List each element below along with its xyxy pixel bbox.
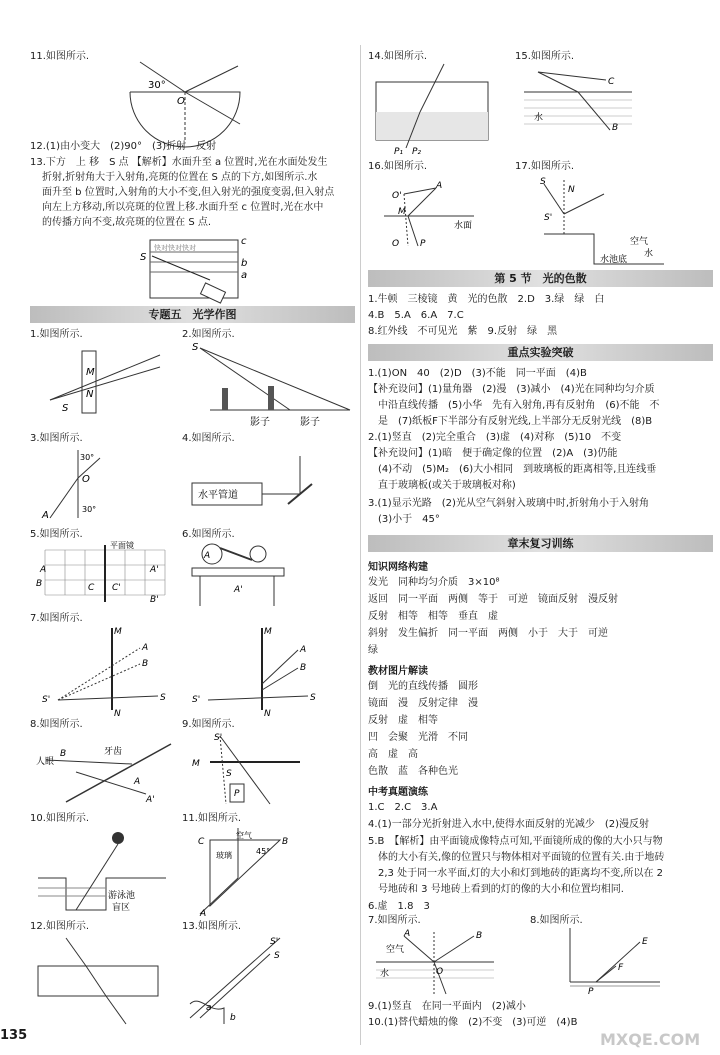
- fig7b-S-prime: S': [192, 695, 201, 705]
- fig3-caption: 3.如图所示.: [30, 433, 83, 444]
- q7-figure: [374, 928, 504, 998]
- fig7b: [190, 624, 320, 719]
- section5-title: 第 5 节 光的色散: [368, 270, 713, 287]
- tail-line-1: 9.(1)竖直 在同一平面内 (2)减小: [368, 1001, 526, 1012]
- q11-angle: 30°: [148, 80, 166, 91]
- sec5-line-2: 4.B 5.A 6.A 7.C: [368, 310, 464, 321]
- q8-figure: [560, 926, 670, 998]
- fig17-N: N: [568, 185, 575, 195]
- fig15-C: C: [608, 77, 615, 87]
- q12-answer: 12.(1)由小变大 (2)90° (3)折射 反射: [30, 141, 217, 152]
- zk-line-2: 4.(1)一部分光折射进入水中,使得水面反射的光减少 (2)漫反射: [368, 819, 650, 830]
- fig16-O: O: [392, 239, 400, 249]
- fig7a-A: A: [142, 643, 149, 653]
- fig12-caption: 12.如图所示.: [30, 921, 90, 932]
- fig8-A: A: [134, 777, 141, 787]
- q13-line-3: 面升至 b 位置时,入射角的大小不变,但入射光的强度变弱,但入射点: [42, 187, 335, 198]
- fig6-A: A: [204, 551, 211, 561]
- fig4-caption: 4.如图所示.: [182, 433, 235, 444]
- fig2-caption: 2.如图所示.: [182, 329, 235, 340]
- kn-line-1: 发光 同种均匀介质 3×10⁸: [368, 577, 500, 588]
- tb-line-1: 倒 光的直线传播 圆形: [368, 681, 478, 692]
- fig9-caption: 9.如图所示.: [182, 719, 235, 730]
- fig7b-N: N: [264, 709, 271, 719]
- exp-line-10: (3)小于 45°: [378, 514, 440, 525]
- q7-fig-caption: 7.如图所示.: [368, 915, 421, 926]
- fig6: [190, 540, 290, 610]
- fig11-C: C: [198, 837, 205, 847]
- fig7b-A: A: [300, 645, 307, 655]
- zk-line-7: 6.虚 1.8 3: [368, 901, 430, 912]
- fig15-caption: 15.如图所示.: [515, 51, 575, 62]
- fig5: [36, 540, 170, 610]
- fig11: [190, 828, 300, 919]
- exp-line-2: 【补充设问】(1)量角器 (2)漫 (3)减小 (4)光在同种均匀介质: [368, 384, 655, 395]
- fig15-B: B: [612, 123, 619, 133]
- fig11-angle: 45°: [256, 847, 271, 856]
- fig15-water: 水: [534, 113, 544, 123]
- fig7a-caption: 7.如图所示.: [30, 613, 83, 624]
- fig7a-S: S: [160, 693, 166, 703]
- fig10-pool: 游泳池: [108, 891, 136, 901]
- fig8: [36, 732, 176, 812]
- q8-F: F: [618, 963, 624, 973]
- fig13-b: b: [230, 1013, 236, 1023]
- fig4: [190, 448, 340, 520]
- fig16-A: A: [436, 181, 443, 191]
- fig17-S-prime: S': [544, 213, 553, 223]
- fig14: [374, 62, 494, 157]
- experiment-title: 重点实验突破: [368, 344, 713, 361]
- fig16-P: P: [420, 239, 426, 249]
- fig1-S: S: [62, 403, 69, 414]
- exp-line-7: (4)不动 (5)M₂ (6)大小相同 到玻璃板的距离相等,且连线垂: [378, 464, 657, 475]
- q13-figure: [140, 232, 250, 304]
- q7-air: 空气: [386, 945, 405, 955]
- q11-figure: [120, 62, 250, 140]
- zk-line-5: 2,3 处于同一水平面,灯的大小和灯到地砖的距离均不变,所以在 2: [378, 868, 663, 879]
- q13-label-b: b: [241, 258, 248, 269]
- fig9-P: P: [234, 789, 240, 799]
- review-title: 章末复习训练: [368, 535, 713, 552]
- q13-line-1: 13.下方 上 移 S 点 【解析】水面升至 a 位置时,光在水面处发生: [30, 157, 328, 168]
- fig1-caption: 1.如图所示.: [30, 329, 83, 340]
- exp-line-5: 2.(1)竖直 (2)完全重合 (3)虚 (4)对称 (5)10 不变: [368, 432, 622, 443]
- fig2-shadow-2: 影子: [300, 417, 320, 428]
- fig2-S: S: [192, 342, 199, 353]
- fig16: [374, 174, 504, 254]
- fig5-mirror: 平面镜: [110, 541, 134, 550]
- textbook-figures-title: 教材图片解读: [368, 666, 428, 677]
- q13-label-c: c: [241, 236, 247, 247]
- tb-line-3: 反射 虚 相等: [368, 715, 438, 726]
- fig5-caption: 5.如图所示.: [30, 529, 83, 540]
- fig7b-S: S: [310, 693, 316, 703]
- fig13-S-prime: S': [270, 937, 279, 947]
- fig7b-B: B: [300, 663, 307, 673]
- fig5-C-prime: C': [112, 583, 121, 593]
- fig1-M: M: [86, 367, 95, 378]
- fig13-S: S: [274, 951, 280, 961]
- fig7a-S-prime: S': [42, 695, 51, 705]
- exam-questions-title: 中考真题演练: [368, 787, 428, 798]
- fig3-O: O: [82, 474, 90, 485]
- tb-line-2: 镜面 漫 反射定律 漫: [368, 698, 478, 709]
- fig3-A: A: [42, 510, 49, 521]
- fig17-water: 水: [644, 249, 654, 259]
- q11-point: O: [177, 96, 185, 107]
- fig7a-N: N: [114, 709, 121, 719]
- exp-line-3: 中沿直线传播 (5)小华 先有入射角,再有反射角 (6)不能 不: [378, 400, 660, 411]
- fig13-caption: 13.如图所示.: [182, 921, 242, 932]
- fig4-pipe: 水平管道: [198, 490, 238, 501]
- exp-line-8: 直于玻璃板(或关于玻璃板对称): [378, 480, 516, 491]
- fig8-teeth: 牙齿: [104, 747, 123, 757]
- fig7b-M: M: [264, 627, 272, 637]
- fig2: [190, 340, 355, 430]
- fig9-S: S: [226, 769, 232, 779]
- fig7a-M: M: [114, 627, 122, 637]
- exp-line-1: 1.(1)ON 40 (2)D (3)不能 同一平面 (4)B: [368, 368, 587, 379]
- q8-E: E: [642, 937, 648, 947]
- fig13-a: a: [206, 1003, 212, 1013]
- fig14-P1: P₁: [394, 147, 404, 157]
- fig16-caption: 16.如图所示.: [368, 161, 428, 172]
- q13-line-2: 折射,折射角大于入射角,亮斑的位置在 S 点的下方,如图所示.水: [42, 172, 318, 183]
- q8-P: P: [588, 987, 594, 997]
- fig6-A-prime: A': [234, 585, 243, 595]
- fig7a: [40, 624, 170, 719]
- tb-line-6: 色散 蓝 各种色光: [368, 766, 458, 777]
- fig1-N: N: [86, 389, 94, 400]
- fig5-A-prime: A': [150, 565, 159, 575]
- q13-line-5: 的传播方向不变,故亮斑的位置在 S 点.: [42, 217, 212, 228]
- fig14-P2: P₂: [412, 147, 422, 157]
- fig10-blind: 盲区: [112, 903, 131, 913]
- fig15: [522, 62, 642, 147]
- fig12: [36, 934, 166, 1024]
- column-divider: [360, 45, 361, 1045]
- fig5-C: C: [88, 583, 95, 593]
- fig8-B: B: [60, 749, 67, 759]
- fig11-glass: 玻璃: [216, 851, 232, 860]
- q7-water: 水: [380, 969, 390, 979]
- q13-line-4: 向左上方移动,所以亮斑的位置上移.水面升至 c 位置时,光在水中: [42, 202, 324, 213]
- zk-line-6: 号地砖和 3 号地砖上看到的灯的像的大小和位置均相同.: [378, 884, 624, 895]
- fig13: [190, 934, 300, 1024]
- kn-line-4: 斜射 发生偏折 同一平面 两侧 小于 大于 可逆: [368, 628, 608, 639]
- fig11-B: B: [282, 837, 289, 847]
- fig17-S: S: [540, 177, 546, 187]
- fig8-caption: 8.如图所示.: [30, 719, 83, 730]
- fig5-B-prime: B': [150, 595, 159, 605]
- fig3-angle-bottom: 30°: [82, 505, 97, 514]
- fig9: [190, 732, 310, 812]
- fig3: [40, 448, 110, 520]
- exp-line-9: 3.(1)显示光路 (2)光从空气斜射入玻璃中时,折射角小于入射角: [368, 498, 650, 509]
- fig5-B: B: [36, 579, 43, 589]
- q13-note: 快对快对快对: [154, 244, 196, 252]
- page-number: 135: [0, 1028, 28, 1043]
- fig6-caption: 6.如图所示.: [182, 529, 235, 540]
- q7-A: A: [404, 929, 411, 939]
- fig17-bottom: 水池底: [600, 255, 628, 265]
- fig11-air: 空气: [236, 831, 252, 840]
- kn-line-3: 反射 相等 相等 垂直 虚: [368, 611, 498, 622]
- exp-line-4: 是 (7)纸板F下半部分有反射光线,上半部分无反射光线 (8)B: [378, 416, 653, 427]
- fig11-A: A: [200, 909, 207, 919]
- topic-title: 专题五 光学作图: [30, 306, 355, 323]
- fig16-M: M: [398, 207, 406, 217]
- fig8-A-prime: A': [146, 795, 155, 805]
- sec5-line-1: 1.牛顿 三棱镜 黄 光的色散 2.D 3.绿 绿 白: [368, 294, 605, 305]
- fig3-angle-top: 30°: [80, 453, 95, 462]
- fig17-air: 空气: [630, 237, 649, 247]
- fig17-caption: 17.如图所示.: [515, 161, 575, 172]
- fig16-surface: 水面: [454, 221, 473, 231]
- sec5-line-3: 8.红外线 不可见光 紫 9.反射 绿 黑: [368, 326, 558, 337]
- fig9-M: M: [192, 759, 200, 769]
- q11-caption: 11.如图所示.: [30, 51, 90, 62]
- fig9-S-prime: S': [214, 733, 223, 743]
- zk-line-4: 体的大小有关,像的位置只与物体相对平面镜的位置有关.由于地砖: [378, 852, 665, 863]
- watermark: MXQE.COM: [600, 1030, 701, 1049]
- tb-line-4: 凹 会聚 光滑 不同: [368, 732, 468, 743]
- fig5-A: A: [40, 565, 47, 575]
- tb-line-5: 高 虚 高: [368, 749, 418, 760]
- fig8-eye: 人眼: [36, 757, 55, 767]
- fig2-shadow-1: 影子: [250, 417, 270, 428]
- exp-line-6: 【补充设问】(1)暗 便于确定像的位置 (2)A (3)仍能: [368, 448, 618, 459]
- fig10: [36, 828, 176, 913]
- tail-line-2: 10.(1)替代蜡烛的像 (2)不变 (3)可逆 (4)B: [368, 1017, 578, 1028]
- fig11-caption: 11.如图所示.: [182, 813, 242, 824]
- fig1: [40, 345, 170, 420]
- fig7a-B: B: [142, 659, 149, 669]
- fig16-O-prime: O': [392, 191, 402, 201]
- q13-label-s: S: [140, 252, 147, 263]
- fig17: [534, 174, 674, 269]
- q7-O: O: [436, 967, 444, 977]
- q13-label-a: a: [241, 270, 248, 281]
- kn-line-5: 绿: [368, 645, 378, 656]
- q7-B: B: [476, 931, 483, 941]
- kn-line-2: 返回 同一平面 两侧 等于 可逆 镜面反射 漫反射: [368, 594, 618, 605]
- fig14-caption: 14.如图所示.: [368, 51, 428, 62]
- fig10-caption: 10.如图所示.: [30, 813, 90, 824]
- zk-line-3: 5.B 【解析】由平面镜成像特点可知,平面镜所成的像的大小只与物: [368, 836, 663, 847]
- zk-line-1: 1.C 2.C 3.A: [368, 802, 438, 813]
- knowledge-network-title: 知识网络构建: [368, 562, 428, 573]
- q8-fig-caption: 8.如图所示.: [530, 915, 583, 926]
